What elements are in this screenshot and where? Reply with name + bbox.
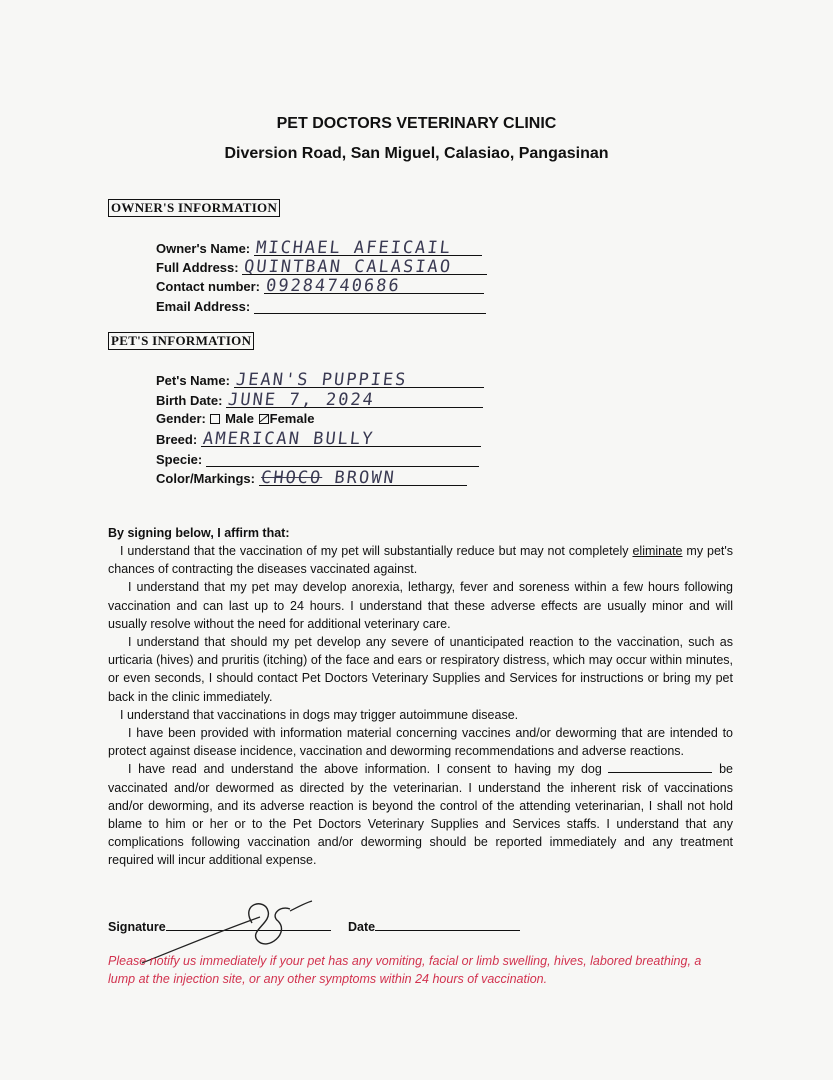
owner-address-field (156, 257, 487, 275)
color-markings-struck-value: CHOCO (259, 468, 323, 488)
owner-address-label: Full Address: (156, 260, 239, 275)
affirmation-body (108, 542, 733, 870)
birth-date-line[interactable] (226, 390, 483, 408)
owner-email-field (156, 296, 486, 314)
pet-section-title: PET'S INFORMATION (108, 332, 254, 350)
owner-name-label: Owner's Name: (156, 241, 251, 256)
date-line[interactable] (375, 918, 520, 931)
paragraph-text: I have read and understand the above information. I consent to having my dog (128, 762, 609, 777)
affirmation-paragraph: I understand that my pet may develop anorexia, lethargy, fever and soreness within a few hours following vaccination and can last up to 24 hours. I understand that these adverse effects are usually minor and will usually resolve without the need for additional veterinary care. (108, 580, 733, 631)
specie-label: Specie: (156, 452, 203, 467)
specie-field (156, 449, 479, 467)
owner-address-value: QUINTBAN CALASIAO (243, 257, 454, 277)
color-markings-line[interactable] (259, 468, 467, 486)
paragraph-text: my pet's chances of contracting the diseases vaccinated against. (108, 544, 734, 577)
owner-name-line[interactable] (254, 238, 482, 256)
clinic-name: PET DOCTORS VETERINARY CLINIC (276, 115, 557, 132)
date-field (348, 918, 520, 934)
owner-contact-value: 09284740686 (264, 276, 402, 296)
pet-name-field (156, 370, 484, 388)
owner-contact-field (156, 276, 484, 294)
breed-label: Breed: (156, 432, 198, 447)
affirmation-paragraph: I understand that should my pet develop any severe of unanticipated reaction to the vaccination, such as urticaria (hives) and pruritis (itching) of the face and ears or respiratory distress, which may occur within minutes, or even seconds, I should contact Pet Doctors Veterinary Supplies and Services for instructions or bring my pet back in the clinic immediately. (108, 635, 733, 704)
birth-date-value: JUNE 7, 2024 (227, 390, 376, 410)
clinic-address: Diversion Road, San Miguel, Calasiao, Pangasinan (224, 145, 609, 162)
dog-name-blank[interactable] (608, 761, 712, 773)
female-label: Female (269, 411, 315, 426)
color-markings-value: BROWN (332, 468, 397, 488)
breed-field (156, 429, 481, 447)
affirmation-paragraph: I understand that vaccinations in dogs may trigger autoimmune disease. (120, 707, 519, 722)
owner-email-label: Email Address: (156, 299, 251, 314)
color-markings-label: Color/Markings: (156, 471, 255, 486)
female-checkbox[interactable] (259, 414, 269, 424)
owner-section-title: OWNER'S INFORMATION (108, 199, 280, 217)
gender-field (156, 411, 314, 426)
birth-date-label: Birth Date: (156, 393, 223, 408)
date-label: Date (348, 920, 376, 934)
owner-contact-line[interactable] (264, 276, 484, 294)
breed-value: AMERICAN BULLY (201, 429, 376, 449)
male-label: Male (225, 411, 254, 426)
pet-name-value: JEAN'S PUPPIES (234, 370, 408, 390)
signature-label: Signature (108, 920, 166, 934)
owner-name-value: MICHAEL AFEICAIL (254, 238, 453, 258)
owner-address-line[interactable] (242, 257, 487, 275)
aftercare-notice: Please notify us immediately if your pet has any vomiting, facial or limb swelling, hives, labored breathing, a lump at the injection site, or any other symptoms within 24 hours of vaccination. (108, 954, 702, 986)
specie-line[interactable] (206, 449, 479, 467)
breed-line[interactable] (201, 429, 481, 447)
color-markings-value-group (260, 468, 397, 488)
affirmation-paragraph: I have been provided with information material concerning vaccines and/or deworming that are intended to protect against disease incidence, vaccination and deworming recommendations and adverse reactions. (108, 726, 733, 759)
affirmation-paragraph (108, 760, 733, 869)
paragraph-text: I understand that the vaccination of my pet will substantially reduce but may not completely (120, 544, 633, 558)
affirmation-paragraph (108, 542, 733, 578)
birth-date-field (156, 390, 483, 408)
owner-email-line[interactable] (254, 296, 486, 314)
pet-name-label: Pet's Name: (156, 373, 230, 388)
gender-label: Gender: (156, 411, 206, 426)
pet-name-line[interactable] (234, 370, 484, 388)
paragraph-text: be vaccinated and/or dewormed as directed by the veterinarian. I understand the inherent risk of vaccinations and/or deworming, and its adverse reaction is beyond the control of the attending veterinarian, I shall not hold blame to him or her or to the Pet Doctors Veterinary Supplies and Services staffs. I understand that any complications following vaccination and/or deworming should be reported immediately and any treatment required will incur additional expense. (108, 762, 733, 868)
underlined-word: eliminate (632, 544, 683, 558)
color-markings-field (156, 468, 467, 486)
affirmation-title: By signing below, I affirm that: (108, 526, 290, 540)
owner-name-field (156, 238, 482, 256)
owner-contact-label: Contact number: (156, 279, 260, 294)
male-checkbox[interactable] (210, 414, 220, 424)
